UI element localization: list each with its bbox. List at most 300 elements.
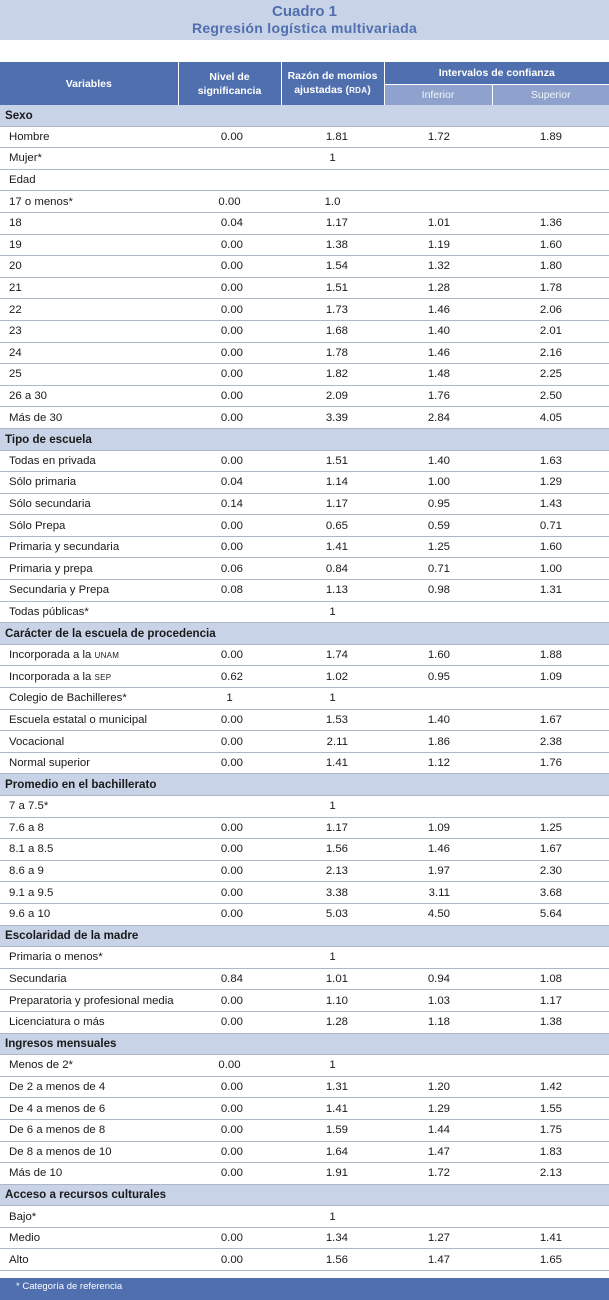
cell-significancia: 0.00	[178, 364, 281, 386]
table-row	[0, 947, 609, 969]
cell-variable: 9.6 a 10	[0, 903, 178, 925]
cell-variable: Hombre	[0, 126, 178, 148]
cell-inferior	[384, 947, 492, 969]
cell-variable: 7 a 7.5*	[0, 796, 178, 818]
cell-variable: Sólo secundaria	[0, 493, 178, 515]
cell-inferior: 1.76	[384, 385, 492, 407]
cell-significancia: 0.00	[178, 1163, 281, 1185]
header-inferior: Inferior	[384, 85, 492, 106]
cell-inferior: 1.01	[384, 212, 492, 234]
table-row	[0, 644, 609, 666]
cell-inferior: 0.71	[384, 558, 492, 580]
cell-superior: 2.06	[492, 299, 609, 321]
cell-superior	[492, 947, 609, 969]
cell-razon-momios: 1.41	[281, 752, 384, 774]
table-row	[0, 839, 609, 861]
cell-razon-momios: 1.34	[281, 1227, 384, 1249]
cell-inferior: 1.40	[384, 709, 492, 731]
cell-variable: 17 o menos*	[0, 191, 178, 213]
table-row	[0, 882, 609, 904]
cell-razon-momios: 1	[281, 1055, 384, 1077]
cell-significancia: 0.00	[178, 882, 281, 904]
cell-significancia: 0.04	[178, 212, 281, 234]
table-row	[0, 580, 609, 602]
cell-variable: Escuela estatal o municipal	[0, 709, 178, 731]
cell-superior: 1.60	[492, 536, 609, 558]
cell-razon-momios: 1.38	[281, 234, 384, 256]
cell-razon-momios: 1	[281, 688, 384, 710]
cell-inferior: 1.20	[384, 1076, 492, 1098]
table-row	[0, 1098, 609, 1120]
cell-razon-momios: 1.01	[281, 968, 384, 990]
cell-variable: Licenciatura o más	[0, 1011, 178, 1033]
cell-superior: 1.29	[492, 472, 609, 494]
cell-inferior: 0.94	[384, 968, 492, 990]
table-row	[0, 320, 609, 342]
cell-variable	[0, 644, 178, 666]
cell-razon-momios: 1.28	[281, 1011, 384, 1033]
cell-variable: 25	[0, 364, 178, 386]
cell-razon-momios: 1.17	[281, 817, 384, 839]
cell-variable: 18	[0, 212, 178, 234]
table-row	[0, 191, 609, 213]
cell-razon-momios: 1.78	[281, 342, 384, 364]
cell-significancia	[178, 947, 281, 969]
regression-table	[0, 62, 609, 1271]
cell-significancia	[178, 796, 281, 818]
cell-inferior: 1.44	[384, 1119, 492, 1141]
cell-razon-momios: 1	[281, 796, 384, 818]
cell-inferior: 1.25	[384, 536, 492, 558]
cell-inferior: 1.12	[384, 752, 492, 774]
cell-significancia: 0.00	[178, 709, 281, 731]
header-variables: Variables	[0, 62, 178, 105]
cell-razon-momios: 1.02	[281, 666, 384, 688]
cell-razon-momios: 2.11	[281, 731, 384, 753]
cell-superior: 2.50	[492, 385, 609, 407]
cell-variable: Sólo primaria	[0, 472, 178, 494]
cell-significancia: 0.00	[178, 752, 281, 774]
cell-variable: Sólo Prepa	[0, 515, 178, 537]
cell-superior	[492, 601, 609, 623]
cell-variable: 9.1 a 9.5	[0, 882, 178, 904]
cell-superior: 1.65	[492, 1249, 609, 1271]
cell-razon-momios: 1.68	[281, 320, 384, 342]
cell-significancia: 0.00	[178, 342, 281, 364]
cell-superior	[492, 191, 609, 213]
table-row	[0, 493, 609, 515]
cell-superior: 1.09	[492, 666, 609, 688]
table-row	[0, 1076, 609, 1098]
section-title: Sexo	[0, 105, 609, 126]
section-header-row	[0, 1184, 609, 1206]
cell-significancia: 0.00	[178, 1098, 281, 1120]
cell-razon-momios: 1.31	[281, 1076, 384, 1098]
cell-inferior: 1.32	[384, 256, 492, 278]
cell-significancia	[178, 601, 281, 623]
cell-inferior	[384, 1206, 492, 1228]
header-nivel-line-2: significancia	[197, 84, 262, 97]
cell-significancia	[178, 148, 281, 170]
cell-variable: Todas públicas*	[0, 601, 178, 623]
cell-superior: 2.16	[492, 342, 609, 364]
cell-razon-momios: 3.38	[281, 882, 384, 904]
table-row	[0, 1055, 609, 1077]
table-row	[0, 752, 609, 774]
section-title: Acceso a recursos culturales	[0, 1184, 609, 1206]
table-row	[0, 990, 609, 1012]
cell-variable: Primaria o menos*	[0, 947, 178, 969]
cell-inferior: 1.28	[384, 277, 492, 299]
table-row	[0, 407, 609, 429]
cell-superior: 5.64	[492, 903, 609, 925]
cell-superior	[492, 1055, 609, 1077]
cell-significancia: 0.14	[178, 493, 281, 515]
table-row	[0, 1163, 609, 1185]
cell-variable	[0, 666, 178, 688]
cell-variable: 20	[0, 256, 178, 278]
cell-variable: 24	[0, 342, 178, 364]
table-row	[0, 126, 609, 148]
cell-significancia: 0.00	[178, 385, 281, 407]
cell-significancia: 0.04	[178, 472, 281, 494]
cell-superior: 1.17	[492, 990, 609, 1012]
cell-significancia: 0.00	[178, 515, 281, 537]
cell-significancia: 0.00	[178, 536, 281, 558]
table-row	[0, 558, 609, 580]
cell-inferior: 1.03	[384, 990, 492, 1012]
cell-razon-momios: 1.53	[281, 709, 384, 731]
cell-razon-momios: 1.10	[281, 990, 384, 1012]
cell-superior: 1.00	[492, 558, 609, 580]
cell-razon-momios: 1	[281, 1206, 384, 1228]
cell-superior: 1.88	[492, 644, 609, 666]
cell-razon-momios: 1.51	[281, 277, 384, 299]
cell-significancia: 0.00	[178, 644, 281, 666]
cell-inferior: 0.59	[384, 515, 492, 537]
cell-inferior: 4.50	[384, 903, 492, 925]
cell-variable: 26 a 30	[0, 385, 178, 407]
section-title: Promedio en el bachillerato	[0, 774, 609, 796]
cell-significancia: 0.00	[178, 839, 281, 861]
cell-variable: Edad	[0, 169, 178, 191]
footnote: * Categoría de referencia	[0, 1278, 609, 1300]
cell-superior: 2.38	[492, 731, 609, 753]
cell-inferior: 1.09	[384, 817, 492, 839]
table-row	[0, 817, 609, 839]
section-title: Tipo de escuela	[0, 428, 609, 450]
cell-inferior: 2.84	[384, 407, 492, 429]
cell-significancia: 0.00	[178, 1119, 281, 1141]
cell-superior: 1.43	[492, 493, 609, 515]
cell-significancia: 0.00	[178, 191, 281, 213]
cell-significancia: 1	[178, 688, 281, 710]
cell-superior: 1.75	[492, 1119, 609, 1141]
cell-variable: Menos de 2*	[0, 1055, 178, 1077]
table-row	[0, 1206, 609, 1228]
cell-significancia: 0.00	[178, 990, 281, 1012]
cell-variable: 21	[0, 277, 178, 299]
cell-razon-momios: 1.56	[281, 839, 384, 861]
table-row	[0, 1119, 609, 1141]
cell-razon-momios	[281, 169, 384, 191]
table-row	[0, 277, 609, 299]
cell-variable: Mujer*	[0, 148, 178, 170]
table-body	[0, 105, 609, 1271]
cell-inferior	[384, 169, 492, 191]
cell-superior: 1.80	[492, 256, 609, 278]
cell-significancia: 0.00	[178, 1011, 281, 1033]
cell-inferior: 1.46	[384, 342, 492, 364]
cell-inferior: 1.19	[384, 234, 492, 256]
header-nivel	[178, 62, 281, 105]
table-row	[0, 342, 609, 364]
cell-superior: 1.31	[492, 580, 609, 602]
title-line-2: Regresión logística multivariada	[191, 20, 418, 36]
cell-razon-momios: 1	[281, 148, 384, 170]
cell-variable-acronym: UNAM	[94, 651, 120, 661]
table-row	[0, 450, 609, 472]
table-row	[0, 1141, 609, 1163]
cell-variable-acronym: SEP	[94, 672, 112, 682]
table-row	[0, 364, 609, 386]
cell-razon-momios: 5.03	[281, 903, 384, 925]
cell-superior: 1.67	[492, 709, 609, 731]
cell-superior: 2.01	[492, 320, 609, 342]
cell-inferior: 1.46	[384, 299, 492, 321]
regression-table-wrapper	[0, 62, 609, 1271]
cell-razon-momios: 0.65	[281, 515, 384, 537]
section-header-row	[0, 925, 609, 947]
cell-inferior	[384, 688, 492, 710]
cell-inferior: 1.72	[384, 1163, 492, 1185]
cell-inferior: 1.00	[384, 472, 492, 494]
section-title: Carácter de la escuela de procedencia	[0, 623, 609, 645]
table-row	[0, 515, 609, 537]
cell-variable: Medio	[0, 1227, 178, 1249]
header-intervalos: Intervalos de confianza	[384, 62, 609, 85]
cell-significancia: 0.00	[178, 450, 281, 472]
cell-variable: Todas en privada	[0, 450, 178, 472]
cell-superior: 1.25	[492, 817, 609, 839]
cell-inferior: 1.40	[384, 320, 492, 342]
cell-significancia: 0.00	[178, 1249, 281, 1271]
header-razon-line-1: Razón de momios	[287, 70, 378, 82]
cell-razon-momios: 1.51	[281, 450, 384, 472]
cell-inferior	[384, 796, 492, 818]
cell-significancia: 0.00	[178, 277, 281, 299]
cell-razon-momios: 0.84	[281, 558, 384, 580]
cell-superior: 3.68	[492, 882, 609, 904]
cell-razon-momios: 1.56	[281, 1249, 384, 1271]
table-row	[0, 1227, 609, 1249]
cell-significancia: 0.00	[178, 234, 281, 256]
cell-razon-momios: 1.54	[281, 256, 384, 278]
cell-variable: Bajo*	[0, 1206, 178, 1228]
cell-inferior: 1.48	[384, 364, 492, 386]
table-row	[0, 234, 609, 256]
cell-significancia: 0.00	[178, 1141, 281, 1163]
cell-superior: 2.25	[492, 364, 609, 386]
cell-variable: Preparatoria y profesional media	[0, 990, 178, 1012]
cell-superior	[492, 688, 609, 710]
cell-razon-momios: 2.09	[281, 385, 384, 407]
cell-superior: 1.42	[492, 1076, 609, 1098]
cell-superior: 1.76	[492, 752, 609, 774]
table-row	[0, 472, 609, 494]
cell-variable: Más de 10	[0, 1163, 178, 1185]
cell-variable: 7.6 a 8	[0, 817, 178, 839]
section-header-row	[0, 105, 609, 126]
cell-variable: Primaria y secundaria	[0, 536, 178, 558]
cell-inferior: 0.95	[384, 666, 492, 688]
cell-razon-momios: 1.13	[281, 580, 384, 602]
table-row	[0, 688, 609, 710]
cell-superior	[492, 796, 609, 818]
cell-variable: 22	[0, 299, 178, 321]
cell-razon-momios: 1.17	[281, 212, 384, 234]
cell-variable: Colegio de Bachilleres*	[0, 688, 178, 710]
cell-significancia: 0.00	[178, 817, 281, 839]
cell-razon-momios: 1	[281, 601, 384, 623]
cell-inferior: 1.86	[384, 731, 492, 753]
header-razon-line-2-end: )	[367, 84, 371, 96]
table-row	[0, 256, 609, 278]
cell-variable: De 8 a menos de 10	[0, 1141, 178, 1163]
cell-inferior: 1.97	[384, 860, 492, 882]
table-row	[0, 299, 609, 321]
table-row	[0, 731, 609, 753]
header-nivel-line-1: Nivel de	[209, 70, 250, 83]
table-header	[0, 62, 609, 105]
section-header-row	[0, 428, 609, 450]
cell-inferior	[384, 1055, 492, 1077]
cell-superior: 1.83	[492, 1141, 609, 1163]
cell-inferior: 1.27	[384, 1227, 492, 1249]
table-row	[0, 148, 609, 170]
table-row	[0, 968, 609, 990]
cell-razon-momios: 1.82	[281, 364, 384, 386]
table-row	[0, 1249, 609, 1271]
cell-razon-momios: 1.0	[281, 191, 384, 213]
cell-variable-text: Incorporada a la	[9, 670, 95, 683]
cell-significancia: 0.00	[178, 1227, 281, 1249]
header-superior: Superior	[492, 85, 609, 106]
table-row	[0, 666, 609, 688]
table-row	[0, 796, 609, 818]
cell-superior: 2.13	[492, 1163, 609, 1185]
section-header-row	[0, 774, 609, 796]
table-row	[0, 903, 609, 925]
cell-superior: 1.08	[492, 968, 609, 990]
cell-significancia: 0.62	[178, 666, 281, 688]
cell-significancia: 0.06	[178, 558, 281, 580]
cell-variable: Alto	[0, 1249, 178, 1271]
cell-inferior	[384, 148, 492, 170]
section-title: Ingresos mensuales	[0, 1033, 609, 1055]
table-row	[0, 709, 609, 731]
cell-superior: 1.60	[492, 234, 609, 256]
cell-razon-momios: 1.64	[281, 1141, 384, 1163]
table-row	[0, 860, 609, 882]
cell-razon-momios: 1.17	[281, 493, 384, 515]
cell-superior: 1.41	[492, 1227, 609, 1249]
cell-razon-momios: 3.39	[281, 407, 384, 429]
cell-variable: Más de 30	[0, 407, 178, 429]
cell-significancia: 0.00	[178, 299, 281, 321]
cell-razon-momios: 1	[281, 947, 384, 969]
cell-significancia: 0.00	[178, 126, 281, 148]
cell-variable: Secundaria	[0, 968, 178, 990]
cell-superior: 1.55	[492, 1098, 609, 1120]
cell-variable-text: Incorporada a la	[9, 649, 95, 662]
cell-razon-momios: 1.59	[281, 1119, 384, 1141]
cell-variable: Secundaria y Prepa	[0, 580, 178, 602]
cell-significancia: 0.84	[178, 968, 281, 990]
cell-significancia: 0.00	[178, 256, 281, 278]
cell-superior: 1.38	[492, 1011, 609, 1033]
cell-inferior: 0.95	[384, 493, 492, 515]
cell-significancia: 0.00	[178, 903, 281, 925]
cell-variable: Primaria y prepa	[0, 558, 178, 580]
cell-razon-momios: 1.91	[281, 1163, 384, 1185]
cell-inferior: 1.29	[384, 1098, 492, 1120]
table-row	[0, 212, 609, 234]
cell-variable: De 2 a menos de 4	[0, 1076, 178, 1098]
cell-significancia: 0.00	[178, 407, 281, 429]
cell-razon-momios: 1.41	[281, 536, 384, 558]
cell-razon-momios: 1.74	[281, 644, 384, 666]
cell-inferior: 0.98	[384, 580, 492, 602]
table-row	[0, 601, 609, 623]
cell-superior	[492, 169, 609, 191]
cell-superior: 1.78	[492, 277, 609, 299]
cell-inferior: 1.40	[384, 450, 492, 472]
header-razon	[281, 62, 384, 105]
table-row	[0, 536, 609, 558]
cell-inferior: 3.11	[384, 882, 492, 904]
cell-inferior: 1.18	[384, 1011, 492, 1033]
table-row	[0, 169, 609, 191]
cell-significancia	[178, 169, 281, 191]
cell-superior: 4.05	[492, 407, 609, 429]
cell-superior	[492, 148, 609, 170]
cell-variable: De 6 a menos de 8	[0, 1119, 178, 1141]
section-header-row	[0, 623, 609, 645]
cell-inferior	[384, 191, 492, 213]
cell-razon-momios: 1.41	[281, 1098, 384, 1120]
header-razon-abbr: RDA	[349, 86, 368, 95]
cell-inferior: 1.47	[384, 1249, 492, 1271]
cell-inferior: 1.47	[384, 1141, 492, 1163]
cell-superior: 2.30	[492, 860, 609, 882]
cell-variable: 23	[0, 320, 178, 342]
cell-superior: 0.71	[492, 515, 609, 537]
cell-variable: 19	[0, 234, 178, 256]
cell-significancia	[178, 1206, 281, 1228]
cell-significancia: 0.00	[178, 1076, 281, 1098]
cell-razon-momios: 2.13	[281, 860, 384, 882]
cell-inferior	[384, 601, 492, 623]
cell-inferior: 1.60	[384, 644, 492, 666]
header-razon-line-2: ajustadas (	[294, 84, 350, 96]
cell-superior: 1.67	[492, 839, 609, 861]
section-title: Escolaridad de la madre	[0, 925, 609, 947]
table-row	[0, 385, 609, 407]
cell-superior: 1.89	[492, 126, 609, 148]
cell-significancia: 0.00	[178, 1055, 281, 1077]
cell-superior: 1.63	[492, 450, 609, 472]
